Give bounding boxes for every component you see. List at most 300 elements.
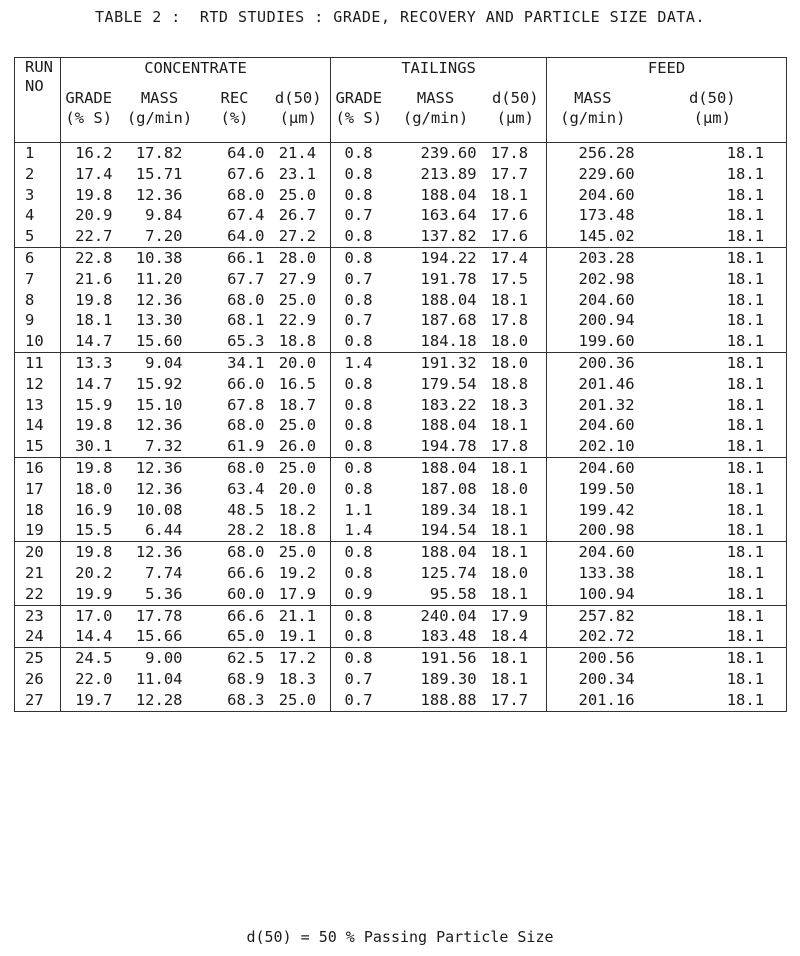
header-concentrate: CONCENTRATE	[61, 58, 331, 89]
header-t-d50	[485, 88, 547, 143]
header-t-grade-l1: GRADE	[335, 89, 383, 107]
cell-conc-d50: 16.5	[278, 374, 317, 393]
cell-tail-grade: 0.8	[344, 144, 373, 162]
cell-conc-rec: 68.3	[227, 690, 265, 709]
cell-conc-d50: 18.8	[278, 521, 317, 540]
cell-feed-mass: 202.72	[578, 627, 635, 646]
cell-tail-grade: 0.8	[344, 164, 373, 183]
col-conc-mass	[117, 143, 203, 248]
col-conc-rec	[203, 457, 267, 541]
cell-tail-d50: 18.3	[490, 395, 529, 414]
cell-feed-d50: 18.1	[726, 248, 765, 267]
header-f-mass-l2: (g/min)	[560, 109, 626, 127]
cell-tail-mass: 194.22	[420, 248, 477, 267]
col-run-no	[15, 457, 61, 541]
col-conc-mass	[117, 542, 203, 605]
cell-conc-d50: 23.1	[278, 164, 317, 183]
cell-conc-rec: 61.9	[227, 437, 265, 456]
cell-feed-d50: 18.1	[726, 458, 765, 477]
col-tail-grade	[331, 648, 387, 711]
cell-conc-d50: 18.8	[278, 332, 317, 351]
cell-tail-mass: 188.88	[420, 690, 477, 709]
col-tail-d50	[485, 542, 547, 605]
cell-tail-d50: 17.9	[490, 606, 529, 625]
cell-run-no: 23	[25, 606, 44, 625]
cell-conc-mass: 12.36	[135, 543, 183, 562]
col-conc-grade	[61, 648, 117, 711]
cell-conc-rec: 65.0	[227, 627, 265, 646]
cell-tail-d50: 18.8	[490, 374, 529, 393]
col-feed-d50	[639, 457, 787, 541]
cell-conc-rec: 66.6	[227, 606, 265, 625]
cell-tail-d50: 18.1	[490, 290, 529, 309]
cell-tail-d50: 17.5	[490, 269, 529, 288]
cell-tail-d50: 18.0	[490, 479, 529, 498]
cell-conc-grade: 18.0	[75, 479, 113, 498]
cell-conc-rec: 68.1	[227, 311, 265, 330]
cell-tail-d50: 17.8	[490, 144, 529, 162]
col-conc-grade	[61, 542, 117, 605]
cell-feed-d50: 18.1	[726, 669, 765, 688]
col-tail-d50	[485, 648, 547, 711]
cell-run-no: 4	[25, 206, 35, 225]
table-row-group	[15, 542, 787, 605]
header-tailings: TAILINGS	[331, 58, 547, 89]
col-tail-mass	[387, 457, 485, 541]
cell-feed-mass: 133.38	[578, 563, 635, 582]
header-c-rec-l1: REC	[220, 89, 249, 107]
col-feed-mass	[547, 352, 639, 457]
cell-conc-grade: 15.9	[75, 395, 113, 414]
cell-run-no: 15	[25, 437, 44, 456]
col-conc-d50	[267, 605, 331, 648]
col-conc-rec	[203, 352, 267, 457]
cell-tail-d50: 17.6	[490, 206, 529, 225]
cell-feed-d50: 18.1	[726, 521, 765, 540]
table-row-group	[15, 143, 787, 248]
cell-feed-d50: 18.1	[726, 649, 765, 668]
header-run-line2: NO	[25, 77, 44, 95]
cell-feed-d50: 18.1	[726, 606, 765, 625]
col-tail-grade	[331, 542, 387, 605]
col-tail-grade	[331, 352, 387, 457]
cell-feed-d50: 18.1	[726, 269, 765, 288]
header-c-rec	[203, 88, 267, 143]
cell-tail-mass: 183.48	[420, 627, 477, 646]
cell-tail-d50: 18.1	[490, 416, 529, 435]
cell-tail-d50: 18.0	[490, 353, 529, 372]
cell-conc-grade: 22.0	[75, 669, 113, 688]
col-conc-rec	[203, 143, 267, 248]
cell-conc-d50: 20.0	[278, 353, 317, 372]
cell-conc-rec: 60.0	[227, 584, 265, 603]
cell-tail-mass: 194.54	[420, 521, 477, 540]
cell-tail-grade: 0.8	[344, 374, 373, 393]
cell-tail-d50: 17.8	[490, 311, 529, 330]
cell-tail-mass: 188.04	[420, 185, 477, 204]
cell-tail-grade: 0.8	[344, 395, 373, 414]
header-t-mass	[387, 88, 485, 143]
cell-tail-d50: 18.1	[490, 584, 529, 603]
cell-feed-mass: 257.82	[578, 606, 635, 625]
cell-tail-mass: 240.04	[420, 606, 477, 625]
col-conc-grade	[61, 605, 117, 648]
cell-conc-grade: 19.9	[75, 584, 113, 603]
cell-feed-d50: 18.1	[726, 563, 765, 582]
cell-conc-grade: 19.7	[75, 690, 113, 709]
header-t-mass-l2: (g/min)	[402, 109, 469, 127]
cell-tail-mass: 188.04	[420, 543, 477, 562]
cell-run-no: 9	[25, 311, 35, 330]
cell-tail-mass: 188.04	[420, 458, 477, 477]
cell-conc-mass: 12.36	[135, 185, 183, 204]
cell-conc-d50: 25.0	[278, 543, 317, 562]
cell-run-no: 16	[25, 458, 44, 477]
header-c-grade-l2: (% S)	[65, 109, 113, 127]
col-run-no	[15, 247, 61, 352]
col-feed-d50	[639, 352, 787, 457]
cell-run-no: 13	[25, 395, 44, 414]
cell-conc-mass: 12.36	[135, 416, 183, 435]
col-conc-mass	[117, 352, 203, 457]
cell-conc-mass: 11.20	[135, 269, 183, 288]
col-conc-d50	[267, 247, 331, 352]
col-tail-mass	[387, 648, 485, 711]
col-feed-d50	[639, 542, 787, 605]
cell-conc-mass: 9.04	[145, 353, 183, 372]
col-conc-grade	[61, 457, 117, 541]
cell-run-no: 11	[25, 353, 44, 372]
cell-conc-rec: 68.0	[227, 543, 265, 562]
cell-run-no: 25	[25, 649, 44, 668]
cell-run-no: 3	[25, 185, 35, 204]
col-tail-d50	[485, 457, 547, 541]
table-row-group	[15, 648, 787, 711]
cell-conc-d50: 26.0	[278, 437, 317, 456]
col-conc-grade	[61, 352, 117, 457]
cell-tail-grade: 0.7	[344, 206, 373, 225]
cell-conc-grade: 17.4	[75, 164, 113, 183]
footnote: d(50) = 50 % Passing Particle Size	[246, 928, 554, 946]
cell-tail-d50: 18.1	[490, 500, 529, 519]
col-conc-d50	[267, 542, 331, 605]
col-feed-mass	[547, 605, 639, 648]
cell-conc-d50: 21.4	[278, 144, 317, 162]
col-conc-rec	[203, 648, 267, 711]
cell-tail-mass: 189.30	[420, 669, 477, 688]
cell-feed-d50: 18.1	[726, 311, 765, 330]
cell-conc-grade: 17.0	[75, 606, 113, 625]
header-f-mass	[547, 88, 639, 143]
col-tail-d50	[485, 247, 547, 352]
cell-run-no: 18	[25, 500, 44, 519]
col-feed-mass	[547, 247, 639, 352]
cell-conc-mass: 15.71	[135, 164, 183, 183]
cell-conc-grade: 19.8	[75, 290, 113, 309]
col-conc-grade	[61, 247, 117, 352]
cell-conc-mass: 7.74	[145, 563, 183, 582]
col-tail-mass	[387, 143, 485, 248]
col-feed-mass	[547, 143, 639, 248]
header-feed: FEED	[547, 58, 787, 89]
cell-tail-d50: 18.1	[490, 185, 529, 204]
cell-feed-d50: 18.1	[726, 353, 765, 372]
cell-tail-grade: 0.8	[344, 332, 373, 351]
cell-feed-mass: 200.94	[578, 311, 635, 330]
cell-conc-d50: 17.2	[278, 649, 317, 668]
cell-feed-d50: 18.1	[726, 290, 765, 309]
col-conc-d50	[267, 648, 331, 711]
cell-run-no: 27	[25, 690, 44, 709]
cell-feed-d50: 18.1	[726, 395, 765, 414]
col-run-no	[15, 542, 61, 605]
cell-conc-d50: 19.2	[278, 563, 317, 582]
col-run-no	[15, 143, 61, 248]
cell-tail-mass: 191.32	[420, 353, 477, 372]
cell-conc-mass: 12.36	[135, 458, 183, 477]
cell-conc-grade: 22.8	[75, 248, 113, 267]
header-t-grade	[331, 88, 387, 143]
header-t-d50-l1: d(50)	[491, 89, 539, 107]
cell-tail-grade: 0.8	[344, 248, 373, 267]
cell-conc-mass: 5.36	[145, 584, 183, 603]
table-row-group	[15, 247, 787, 352]
col-feed-d50	[639, 648, 787, 711]
cell-tail-mass: 239.60	[420, 144, 477, 162]
header-c-grade-l1: GRADE	[65, 89, 113, 107]
col-conc-d50	[267, 457, 331, 541]
cell-conc-rec: 67.7	[227, 269, 265, 288]
cell-conc-mass: 9.84	[145, 206, 183, 225]
header-f-d50-l1: d(50)	[688, 89, 736, 107]
cell-tail-mass: 191.56	[420, 649, 477, 668]
header-c-d50	[267, 88, 331, 143]
col-tail-mass	[387, 605, 485, 648]
col-tail-mass	[387, 352, 485, 457]
cell-feed-d50: 18.1	[726, 185, 765, 204]
cell-conc-mass: 12.28	[135, 690, 183, 709]
cell-conc-d50: 19.1	[278, 627, 317, 646]
cell-conc-grade: 20.9	[75, 206, 113, 225]
cell-tail-d50: 18.1	[490, 521, 529, 540]
cell-tail-d50: 17.8	[490, 437, 529, 456]
cell-tail-mass: 95.58	[429, 584, 477, 603]
cell-tail-grade: 0.8	[344, 543, 373, 562]
cell-run-no: 14	[25, 416, 44, 435]
cell-tail-d50: 18.0	[490, 563, 529, 582]
cell-tail-grade: 0.8	[344, 458, 373, 477]
cell-feed-mass: 256.28	[578, 144, 635, 162]
cell-tail-grade: 0.9	[344, 584, 373, 603]
cell-conc-rec: 68.9	[227, 669, 265, 688]
cell-conc-d50: 25.0	[278, 290, 317, 309]
cell-tail-mass: 137.82	[420, 227, 477, 246]
cell-conc-grade: 16.2	[75, 144, 113, 162]
cell-feed-d50: 18.1	[726, 206, 765, 225]
cell-tail-mass: 125.74	[420, 563, 477, 582]
cell-conc-rec: 64.0	[227, 144, 265, 162]
cell-conc-mass: 10.38	[135, 248, 183, 267]
cell-tail-mass: 194.78	[420, 437, 477, 456]
cell-tail-grade: 0.8	[344, 649, 373, 668]
header-c-mass	[117, 88, 203, 143]
cell-tail-grade: 0.8	[344, 185, 373, 204]
cell-feed-d50: 18.1	[726, 374, 765, 393]
header-f-d50	[639, 88, 787, 143]
cell-conc-rec: 28.2	[227, 521, 265, 540]
cell-feed-d50: 18.1	[726, 144, 765, 162]
col-feed-d50	[639, 605, 787, 648]
cell-run-no: 17	[25, 479, 44, 498]
cell-feed-d50: 18.1	[726, 479, 765, 498]
cell-run-no: 20	[25, 543, 44, 562]
cell-conc-rec: 68.0	[227, 185, 265, 204]
cell-conc-rec: 34.1	[227, 353, 265, 372]
col-conc-d50	[267, 352, 331, 457]
cell-conc-grade: 19.8	[75, 458, 113, 477]
col-conc-mass	[117, 247, 203, 352]
cell-feed-mass: 200.98	[578, 521, 635, 540]
cell-tail-grade: 0.7	[344, 269, 373, 288]
cell-feed-mass: 199.42	[578, 500, 635, 519]
header-c-d50-l2: (µm)	[279, 109, 317, 127]
cell-conc-grade: 20.2	[75, 563, 113, 582]
cell-conc-grade: 14.4	[75, 627, 113, 646]
cell-feed-d50: 18.1	[726, 164, 765, 183]
col-conc-rec	[203, 542, 267, 605]
cell-conc-mass: 9.00	[145, 649, 183, 668]
cell-conc-d50: 17.9	[278, 584, 317, 603]
cell-feed-mass: 204.60	[578, 185, 635, 204]
cell-tail-grade: 0.8	[344, 606, 373, 625]
header-c-d50-l1: d(50)	[274, 89, 322, 107]
cell-tail-d50: 17.7	[490, 690, 529, 709]
cell-run-no: 5	[25, 227, 35, 246]
cell-tail-mass: 213.89	[420, 164, 477, 183]
cell-run-no: 6	[25, 248, 35, 267]
cell-conc-rec: 66.1	[227, 248, 265, 267]
cell-feed-mass: 200.36	[578, 353, 635, 372]
cell-conc-rec: 66.6	[227, 563, 265, 582]
header-f-d50-l2: (µm)	[693, 109, 731, 127]
cell-tail-grade: 1.4	[344, 353, 373, 372]
cell-feed-mass: 199.60	[578, 332, 635, 351]
cell-conc-d50: 20.0	[278, 479, 317, 498]
cell-tail-d50: 17.6	[490, 227, 529, 246]
cell-conc-rec: 67.8	[227, 395, 265, 414]
rtd-data-table	[14, 57, 787, 712]
col-conc-mass	[117, 605, 203, 648]
cell-tail-d50: 18.1	[490, 649, 529, 668]
cell-conc-grade: 16.9	[75, 500, 113, 519]
cell-conc-mass: 15.92	[135, 374, 183, 393]
cell-conc-rec: 68.0	[227, 416, 265, 435]
cell-run-no: 2	[25, 164, 35, 183]
header-f-mass-l1: MASS	[574, 89, 612, 107]
cell-feed-mass: 202.98	[578, 269, 635, 288]
cell-feed-mass: 204.60	[578, 416, 635, 435]
cell-tail-grade: 0.7	[344, 669, 373, 688]
cell-conc-mass: 17.82	[135, 144, 183, 162]
cell-tail-mass: 179.54	[420, 374, 477, 393]
cell-feed-mass: 200.34	[578, 669, 635, 688]
cell-conc-grade: 19.8	[75, 416, 113, 435]
cell-feed-mass: 173.48	[578, 206, 635, 225]
cell-tail-mass: 183.22	[420, 395, 477, 414]
cell-feed-d50: 18.1	[726, 690, 765, 709]
cell-tail-d50: 17.7	[490, 164, 529, 183]
cell-tail-mass: 188.04	[420, 290, 477, 309]
cell-tail-mass: 188.04	[420, 416, 477, 435]
cell-feed-d50: 18.1	[726, 543, 765, 562]
cell-tail-grade: 0.8	[344, 290, 373, 309]
cell-tail-grade: 1.1	[344, 500, 373, 519]
cell-conc-grade: 19.8	[75, 185, 113, 204]
cell-tail-mass: 191.78	[420, 269, 477, 288]
col-conc-d50	[267, 143, 331, 248]
header-t-d50-l2: (µm)	[496, 109, 534, 127]
cell-conc-grade: 18.1	[75, 311, 113, 330]
header-t-mass-l1: MASS	[416, 89, 455, 107]
col-conc-rec	[203, 247, 267, 352]
col-feed-d50	[639, 247, 787, 352]
cell-conc-mass: 6.44	[145, 521, 183, 540]
cell-conc-rec: 62.5	[227, 649, 265, 668]
cell-run-no: 10	[25, 332, 44, 351]
cell-conc-d50: 21.1	[278, 606, 317, 625]
header-c-grade	[61, 88, 117, 143]
col-tail-d50	[485, 352, 547, 457]
cell-run-no: 24	[25, 627, 44, 646]
cell-feed-mass: 203.28	[578, 248, 635, 267]
cell-conc-d50: 27.9	[278, 269, 317, 288]
table-row-group	[15, 352, 787, 457]
cell-feed-d50: 18.1	[726, 332, 765, 351]
cell-tail-mass: 163.64	[420, 206, 477, 225]
header-c-mass-l2: (g/min)	[126, 109, 193, 127]
table-title: TABLE 2 : RTD STUDIES : GRADE, RECOVERY AND PARTICLE SIZE DATA.	[95, 8, 705, 26]
cell-tail-grade: 0.7	[344, 690, 373, 709]
cell-run-no: 7	[25, 269, 35, 288]
cell-feed-d50: 18.1	[726, 416, 765, 435]
cell-tail-grade: 0.8	[344, 437, 373, 456]
col-run-no	[15, 648, 61, 711]
cell-conc-d50: 18.3	[278, 669, 317, 688]
cell-conc-d50: 25.0	[278, 690, 317, 709]
cell-conc-d50: 26.7	[278, 206, 317, 225]
cell-feed-d50: 18.1	[726, 437, 765, 456]
col-run-no	[15, 605, 61, 648]
col-feed-mass	[547, 457, 639, 541]
cell-conc-d50: 28.0	[278, 248, 317, 267]
cell-conc-grade: 22.7	[75, 227, 113, 246]
cell-tail-d50: 18.4	[490, 627, 529, 646]
cell-feed-mass: 199.50	[578, 479, 635, 498]
cell-tail-mass: 187.08	[420, 479, 477, 498]
header-t-grade-l2: (% S)	[335, 109, 383, 127]
col-tail-grade	[331, 605, 387, 648]
cell-feed-mass: 204.60	[578, 290, 635, 309]
cell-feed-mass: 204.60	[578, 543, 635, 562]
header-c-mass-l1: MASS	[140, 89, 179, 107]
cell-feed-mass: 100.94	[578, 584, 635, 603]
cell-conc-rec: 48.5	[227, 500, 265, 519]
cell-tail-grade: 0.8	[344, 479, 373, 498]
table-row-group	[15, 457, 787, 541]
cell-tail-d50: 18.1	[490, 458, 529, 477]
cell-tail-d50: 18.1	[490, 543, 529, 562]
cell-conc-mass: 17.78	[135, 606, 183, 625]
